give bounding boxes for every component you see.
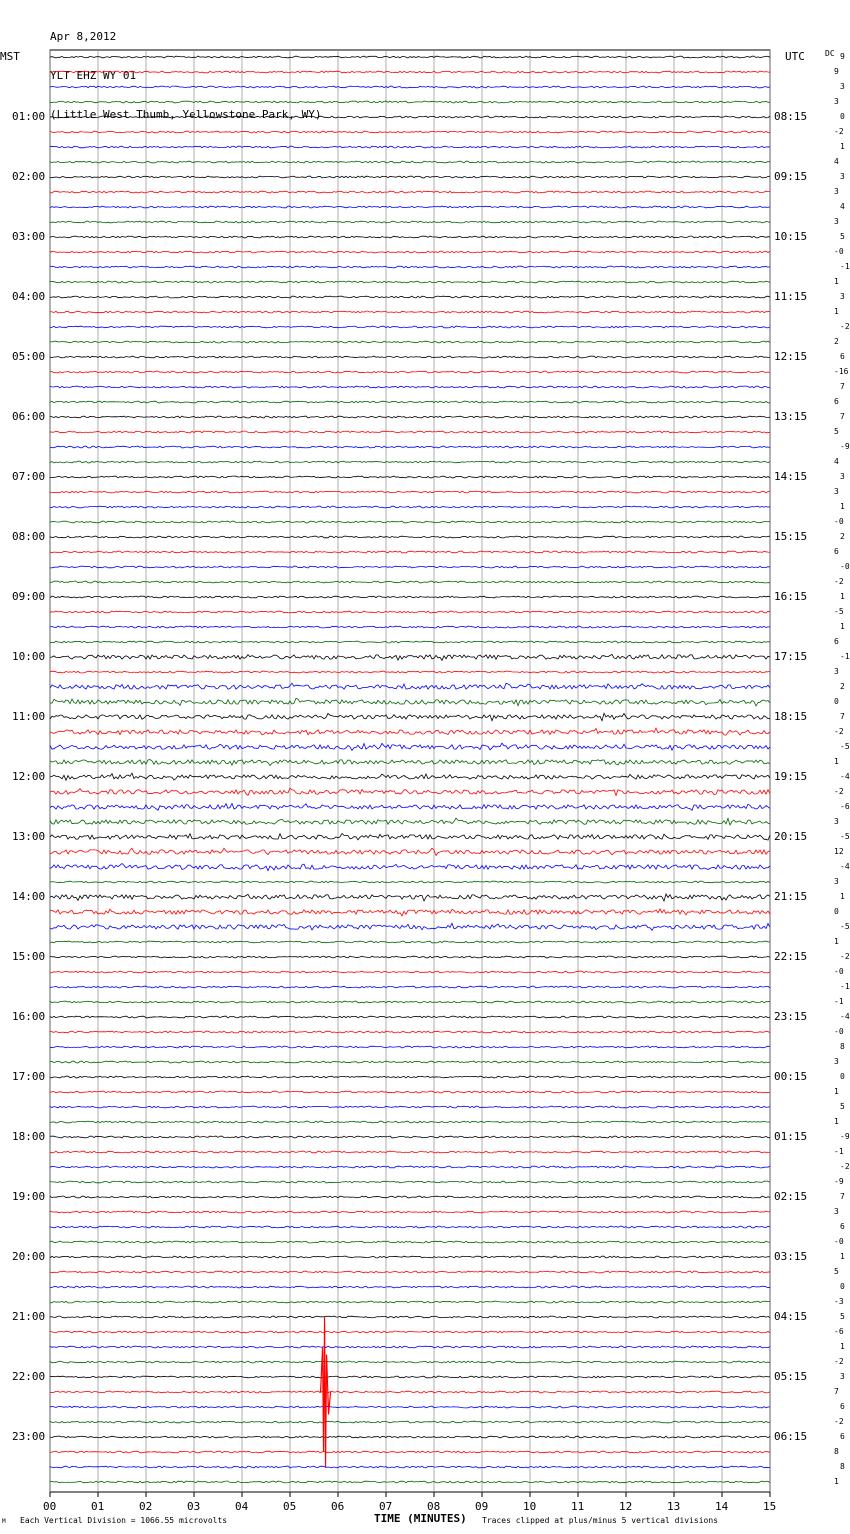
trace-row-73	[50, 1151, 770, 1153]
x-tick-label: 06	[331, 1500, 345, 1513]
dc-offset-label: -2	[834, 1357, 844, 1366]
dc-offset-label: 7	[840, 412, 845, 421]
x-tick-label: 10	[523, 1500, 537, 1513]
x-tick-label: 02	[139, 1500, 153, 1513]
mst-hour-label: 09:00	[12, 590, 46, 603]
trace-row-2	[50, 86, 770, 88]
trace-row-21	[50, 371, 770, 373]
dc-offset-label: -0	[834, 1237, 844, 1246]
trace-row-77	[50, 1211, 770, 1213]
trace-row-92	[50, 1436, 770, 1438]
mst-hour-label: 22:00	[12, 1370, 46, 1383]
dc-offset-label: -4	[840, 1012, 850, 1021]
dc-offset-label: -4	[840, 862, 850, 871]
mst-hour-label: 02:00	[12, 170, 46, 183]
utc-hour-label: 00:15	[774, 1070, 808, 1083]
trace-row-65	[50, 1031, 770, 1033]
dc-offset-label: -9	[840, 442, 850, 451]
dc-offset-label: -2	[840, 322, 850, 331]
trace-row-50	[50, 804, 770, 811]
trace-row-20	[50, 356, 770, 358]
dc-offset-label: 1	[834, 1087, 839, 1096]
trace-row-88	[50, 1376, 770, 1378]
dc-offset-label: 9	[834, 67, 839, 76]
dc-offset-label: -16	[834, 367, 849, 376]
dc-offset-label: 5	[834, 427, 839, 436]
utc-hour-label: 04:15	[774, 1310, 808, 1323]
mst-hour-label: 11:00	[12, 710, 46, 723]
dc-offset-label: 1	[834, 1117, 839, 1126]
mst-hour-label: 05:00	[12, 350, 46, 363]
mst-hour-label: 17:00	[12, 1070, 46, 1083]
dc-offset-label: 6	[840, 1432, 845, 1441]
trace-row-78	[50, 1226, 770, 1228]
trace-row-25	[50, 431, 770, 433]
dc-offset-label: 3	[840, 472, 845, 481]
dc-offset-label: -2	[834, 727, 844, 736]
trace-row-70	[50, 1106, 770, 1108]
dc-offset-label: 0	[834, 907, 839, 916]
dc-offset-label: -1	[840, 652, 850, 661]
dc-offset-label: 1	[834, 757, 839, 766]
station-code: YLT EHZ WY 01	[50, 69, 137, 82]
dc-label: DC	[825, 49, 835, 58]
x-tick-label: 01	[91, 1500, 105, 1513]
dc-offset-label: 6	[834, 397, 839, 406]
utc-hour-label: 12:15	[774, 350, 808, 363]
trace-row-72	[50, 1136, 770, 1138]
dc-offset-label: 3	[834, 187, 839, 196]
trace-row-29	[50, 491, 770, 493]
trace-row-33	[50, 551, 770, 553]
x-tick-label: 13	[667, 1500, 681, 1513]
trace-row-51	[50, 818, 770, 825]
x-axis-title: TIME (MINUTES)	[374, 1512, 467, 1525]
mst-hour-label: 07:00	[12, 470, 46, 483]
dc-offset-label: 3	[834, 217, 839, 226]
dc-offset-label: -0	[834, 1027, 844, 1036]
dc-offset-label: -0	[834, 967, 844, 976]
trace-row-14	[50, 266, 770, 268]
utc-hour-label: 15:15	[774, 530, 808, 543]
dc-offset-label: 3	[834, 97, 839, 106]
dc-offset-label: -9	[834, 1177, 844, 1186]
dc-offset-label: 7	[840, 712, 845, 721]
trace-row-80	[50, 1256, 770, 1258]
utc-hour-label: 05:15	[774, 1370, 808, 1383]
x-tick-label: 15	[763, 1500, 777, 1513]
dc-offset-label: 9	[840, 52, 845, 61]
trace-row-62	[50, 986, 770, 988]
dc-offset-label: -5	[840, 922, 850, 931]
utc-hour-label: 21:15	[774, 890, 808, 903]
trace-row-90	[50, 1406, 770, 1408]
trace-row-59	[50, 941, 770, 943]
trace-row-38	[50, 626, 770, 628]
dc-offset-label: 6	[840, 1402, 845, 1411]
trace-row-19	[50, 341, 770, 343]
dc-offset-label: -0	[840, 562, 850, 571]
mst-hour-label: 15:00	[12, 950, 46, 963]
trace-row-44	[50, 713, 770, 720]
trace-row-94	[50, 1466, 770, 1468]
trace-row-60	[50, 956, 770, 958]
trace-row-32	[50, 536, 770, 538]
dc-offset-label: -2	[840, 952, 850, 961]
trace-row-30	[50, 506, 770, 508]
seismic-traces	[50, 56, 770, 1483]
trace-row-87	[50, 1361, 770, 1363]
trace-row-68	[50, 1076, 770, 1078]
utc-hour-label: 14:15	[774, 470, 808, 483]
trace-row-45	[50, 728, 770, 735]
dc-offset-label: 1	[840, 1342, 845, 1351]
trace-row-7	[50, 161, 770, 163]
trace-row-67	[50, 1061, 770, 1063]
trace-row-85	[50, 1331, 770, 1333]
trace-row-47	[50, 760, 770, 766]
dc-offset-label: 1	[840, 622, 845, 631]
trace-row-63	[50, 1001, 770, 1003]
dc-offset-label: -2	[834, 1417, 844, 1426]
trace-row-23	[50, 401, 770, 403]
x-tick-label: 11	[571, 1500, 585, 1513]
plot-date: Apr 8,2012	[50, 30, 117, 43]
dc-offset-label: 3	[834, 487, 839, 496]
dc-offset-label: 2	[840, 682, 845, 691]
dc-offset-label: 1	[840, 142, 845, 151]
trace-row-31	[50, 521, 770, 523]
mst-hour-label: 08:00	[12, 530, 46, 543]
mst-hour-label: 04:00	[12, 290, 46, 303]
trace-row-84	[50, 1316, 770, 1318]
dc-offset-label: -5	[834, 607, 844, 616]
trace-row-34	[50, 566, 770, 568]
utc-hour-label: 17:15	[774, 650, 808, 663]
trace-row-12	[50, 236, 770, 238]
x-tick-label: 04	[235, 1500, 249, 1513]
trace-row-0	[50, 56, 770, 58]
dc-offset-label: 1	[840, 502, 845, 511]
trace-row-22	[50, 386, 770, 388]
x-tick-label: 12	[619, 1500, 633, 1513]
trace-row-18	[50, 326, 770, 328]
dc-offset-label: 1	[834, 1477, 839, 1486]
dc-offset-label: -3	[834, 1297, 844, 1306]
dc-offset-label: 8	[840, 1042, 845, 1051]
trace-row-46	[50, 743, 770, 750]
trace-row-3	[50, 101, 770, 103]
dc-offset-label: 3	[834, 877, 839, 886]
trace-row-76	[50, 1196, 770, 1198]
trace-row-15	[50, 281, 770, 283]
dc-offset-label: 6	[840, 1222, 845, 1231]
dc-offset-label: 7	[834, 1387, 839, 1396]
utc-hour-label: 16:15	[774, 590, 808, 603]
utc-axis-label: UTC	[785, 50, 805, 63]
dc-offset-label: 2	[834, 337, 839, 346]
trace-row-57	[50, 909, 770, 916]
dc-offset-label: -1	[834, 1147, 844, 1156]
dc-offset-label: 0	[840, 112, 845, 121]
mst-hour-label: 06:00	[12, 410, 46, 423]
trace-row-41	[50, 671, 770, 673]
x-tick-label: 14	[715, 1500, 729, 1513]
dc-offset-label: 3	[840, 172, 845, 181]
trace-row-71	[50, 1121, 770, 1123]
dc-offset-label: -2	[834, 787, 844, 796]
dc-offset-label: 0	[840, 1282, 845, 1291]
x-tick-label: 07	[379, 1500, 393, 1513]
dc-offset-label: -2	[834, 577, 844, 586]
trace-row-93	[50, 1451, 770, 1453]
mst-axis-label: MST	[0, 50, 20, 63]
dc-offset-label: 4	[834, 157, 839, 166]
dc-offset-label: 5	[840, 1312, 845, 1321]
x-axis-ticks	[50, 1492, 770, 1497]
utc-hour-label: 11:15	[774, 290, 808, 303]
trace-row-52	[50, 834, 770, 841]
dc-offset-label: 1	[840, 1252, 845, 1261]
dc-offset-label: -5	[840, 742, 850, 751]
trace-row-49	[50, 788, 770, 796]
dc-offset-label: 4	[834, 457, 839, 466]
dc-offset-label: -1	[840, 982, 850, 991]
trace-row-27	[50, 461, 770, 463]
dc-offset-label: 1	[834, 277, 839, 286]
mst-hour-label: 03:00	[12, 230, 46, 243]
trace-row-4	[50, 116, 770, 118]
x-tick-label: 00	[43, 1500, 57, 1513]
trace-row-79	[50, 1241, 770, 1243]
dc-offset-label: 3	[834, 1057, 839, 1066]
dc-offset-label: -9	[840, 1132, 850, 1141]
mst-hour-label: 18:00	[12, 1130, 46, 1143]
utc-hour-label: 22:15	[774, 950, 808, 963]
dc-offset-label: -1	[834, 997, 844, 1006]
trace-row-69	[50, 1091, 770, 1093]
dc-offset-label: 12	[834, 847, 844, 856]
trace-row-48	[50, 773, 770, 780]
dc-offset-label: 5	[840, 1102, 845, 1111]
trace-row-86	[50, 1346, 770, 1348]
trace-row-26	[50, 446, 770, 448]
trace-row-53	[50, 848, 770, 855]
mst-hour-label: 13:00	[12, 830, 46, 843]
trace-row-8	[50, 176, 770, 178]
dc-offset-label: 5	[840, 232, 845, 241]
trace-row-36	[50, 596, 770, 598]
mst-hour-label: 12:00	[12, 770, 46, 783]
mst-hour-label: 16:00	[12, 1010, 46, 1023]
utc-hour-label: 23:15	[774, 1010, 808, 1023]
dc-offset-label: 4	[840, 202, 845, 211]
dc-offset-label: 6	[834, 547, 839, 556]
trace-row-1	[50, 71, 770, 73]
dc-offset-label: 8	[840, 1462, 845, 1471]
trace-row-74	[50, 1166, 770, 1168]
dc-offset-label: 6	[834, 637, 839, 646]
dc-offset-label: 0	[834, 697, 839, 706]
mst-hour-label: 21:00	[12, 1310, 46, 1323]
x-tick-label: 05	[283, 1500, 297, 1513]
utc-hour-label: 03:15	[774, 1250, 808, 1263]
dc-offset-label: 1	[840, 592, 845, 601]
trace-row-6	[50, 146, 770, 148]
trace-row-9	[50, 191, 770, 193]
mst-hour-label: 10:00	[12, 650, 46, 663]
dc-offset-label: 1	[834, 937, 839, 946]
utc-hour-label: 09:15	[774, 170, 808, 183]
dc-offset-label: -6	[834, 1327, 844, 1336]
utc-hour-label: 19:15	[774, 770, 808, 783]
station-location: (Little West Thumb, Yellowstone Park, WY)	[50, 108, 322, 121]
dc-offset-label: 3	[840, 1372, 845, 1381]
trace-row-82	[50, 1286, 770, 1288]
trace-row-5	[50, 131, 770, 133]
mst-hour-label: 20:00	[12, 1250, 46, 1263]
dc-offset-label: 1	[834, 307, 839, 316]
trace-row-64	[50, 1016, 770, 1018]
dc-offset-label: 6	[840, 352, 845, 361]
dc-offset-label: 5	[834, 1267, 839, 1276]
trace-row-81	[50, 1271, 770, 1273]
utc-hour-label: 10:15	[774, 230, 808, 243]
trace-row-54	[50, 864, 770, 871]
dc-offset-label: -0	[834, 247, 844, 256]
dc-offset-label: 7	[840, 1192, 845, 1201]
trace-row-61	[50, 971, 770, 973]
utc-hour-label: 13:15	[774, 410, 808, 423]
trace-row-37	[50, 611, 770, 613]
dc-offset-label: 3	[834, 667, 839, 676]
utc-hour-label: 01:15	[774, 1130, 808, 1143]
dc-offset-label: 1	[840, 892, 845, 901]
trace-row-66	[50, 1046, 770, 1048]
trace-row-95	[50, 1481, 770, 1483]
trace-row-40	[50, 654, 770, 660]
trace-row-75	[50, 1181, 770, 1183]
trace-row-89	[50, 1391, 770, 1393]
utc-hour-label: 20:15	[774, 830, 808, 843]
dc-offset-label: 8	[834, 1447, 839, 1456]
dc-offset-label: 7	[840, 382, 845, 391]
dc-offset-label: -4	[840, 772, 850, 781]
trace-row-39	[50, 641, 770, 643]
dc-offset-label: -2	[840, 1162, 850, 1171]
trace-row-91	[50, 1421, 770, 1423]
dc-offset-label: -1	[840, 262, 850, 271]
dc-offset-label: 3	[834, 817, 839, 826]
mst-hour-label: 14:00	[12, 890, 46, 903]
dc-offset-label: 2	[840, 532, 845, 541]
dc-offset-label: 3	[834, 1207, 839, 1216]
trace-row-42	[50, 683, 770, 689]
mst-hour-label: 23:00	[12, 1430, 46, 1443]
trace-row-55	[50, 881, 770, 883]
dc-offset-label: -6	[840, 802, 850, 811]
mst-hour-label: 19:00	[12, 1190, 46, 1203]
dc-offset-label: -5	[840, 832, 850, 841]
dc-offset-label: -2	[834, 127, 844, 136]
dc-offset-label: 0	[840, 1072, 845, 1081]
trace-row-11	[50, 221, 770, 223]
mst-hour-label: 01:00	[12, 110, 46, 123]
trace-row-24	[50, 416, 770, 418]
dc-offset-label: -0	[834, 517, 844, 526]
trace-row-83	[50, 1301, 770, 1303]
clip-note: Traces clipped at plus/minus 5 vertical divisions	[482, 1516, 719, 1525]
trace-row-28	[50, 476, 770, 478]
trace-row-13	[50, 251, 770, 253]
trace-row-56	[50, 894, 770, 901]
trace-row-58	[50, 923, 770, 930]
corner-mark: M	[2, 1518, 6, 1525]
utc-hour-label: 18:15	[774, 710, 808, 723]
trace-row-35	[50, 581, 770, 583]
dc-offset-label: 3	[840, 82, 845, 91]
utc-hour-label: 02:15	[774, 1190, 808, 1203]
dc-offset-label: 3	[840, 292, 845, 301]
scale-note: Each Vertical Division = 1066.55 microvolts	[20, 1516, 228, 1525]
trace-row-10	[50, 206, 770, 208]
x-tick-label: 03	[187, 1500, 201, 1513]
x-tick-label: 09	[475, 1500, 489, 1513]
utc-hour-label: 06:15	[774, 1430, 808, 1443]
trace-row-43	[50, 698, 770, 706]
trace-row-17	[50, 311, 770, 313]
utc-hour-label: 08:15	[774, 110, 808, 123]
x-tick-label: 08	[427, 1500, 441, 1513]
trace-row-16	[50, 296, 770, 298]
